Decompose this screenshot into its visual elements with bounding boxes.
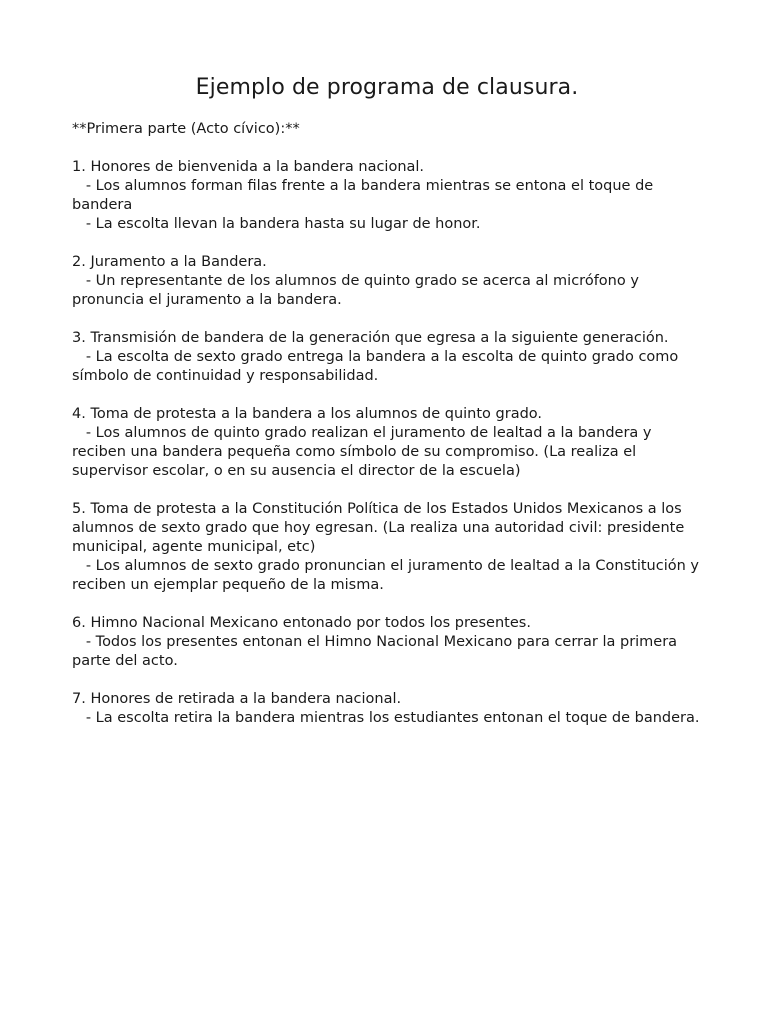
program-item [72,253,702,310]
program-item [72,614,702,671]
program-list [72,158,702,728]
program-item-detail: - Los alumnos de quinto grado realizan el juramento de lealtad a la bandera y reciben una bandera pequeña como símbolo de su compromiso. (La realiza el supervisor escolar, o en su ausencia el director de la escuela) [72,425,657,479]
program-item-detail: - Un representante de los alumnos de quinto grado se acerca al micrófono y pronuncia el juramento a la bandera. [72,273,644,308]
program-item [72,158,702,234]
program-item-heading: 2. Juramento a la Bandera. [72,254,267,270]
program-item-detail: - Los alumnos forman filas frente a la bandera mientras se entona el toque de bandera [72,178,658,213]
program-item [72,329,702,386]
program-item-detail: - La escolta retira la bandera mientras los estudiantes entonan el toque de bandera. [72,710,700,726]
program-item-heading: 6. Himno Nacional Mexicano entonado por todos los presentes. [72,615,531,631]
program-item-heading: 1. Honores de bienvenida a la bandera nacional. [72,159,425,175]
program-item-heading: 7. Honores de retirada a la bandera nacional. [72,691,402,707]
program-item-detail: - Los alumnos de sexto grado pronuncian el juramento de lealtad a la Constitución y reciben un ejemplar pequeño de la misma. [72,558,704,593]
program-item-detail: - Todos los presentes entonan el Himno Nacional Mexicano para cerrar la primera parte del acto. [72,634,682,669]
program-item-detail: - La escolta llevan la bandera hasta su lugar de honor. [72,216,481,232]
program-item [72,690,702,728]
program-item-heading: 3. Transmisión de bandera de la generación que egresa a la siguiente generación. [72,330,669,346]
section-heading: **Primera parte (Acto cívico):** [72,121,300,137]
document-page [72,70,702,747]
program-item [72,405,702,481]
program-item-detail: - La escolta de sexto grado entrega la bandera a la escolta de quinto grado como símbolo de continuidad y responsabilidad. [72,349,683,384]
program-item [72,500,702,595]
document-title: Ejemplo de programa de clausura. [195,75,579,100]
program-item-heading: 5. Toma de protesta a la Constitución Política de los Estados Unidos Mexicanos a los alumnos de sexto grado que hoy egresan. (La realiza una autoridad civil: presidente municipal, agente municipal, etc) [72,501,685,555]
program-item-heading: 4. Toma de protesta a la bandera a los alumnos de quinto grado. [72,406,543,422]
